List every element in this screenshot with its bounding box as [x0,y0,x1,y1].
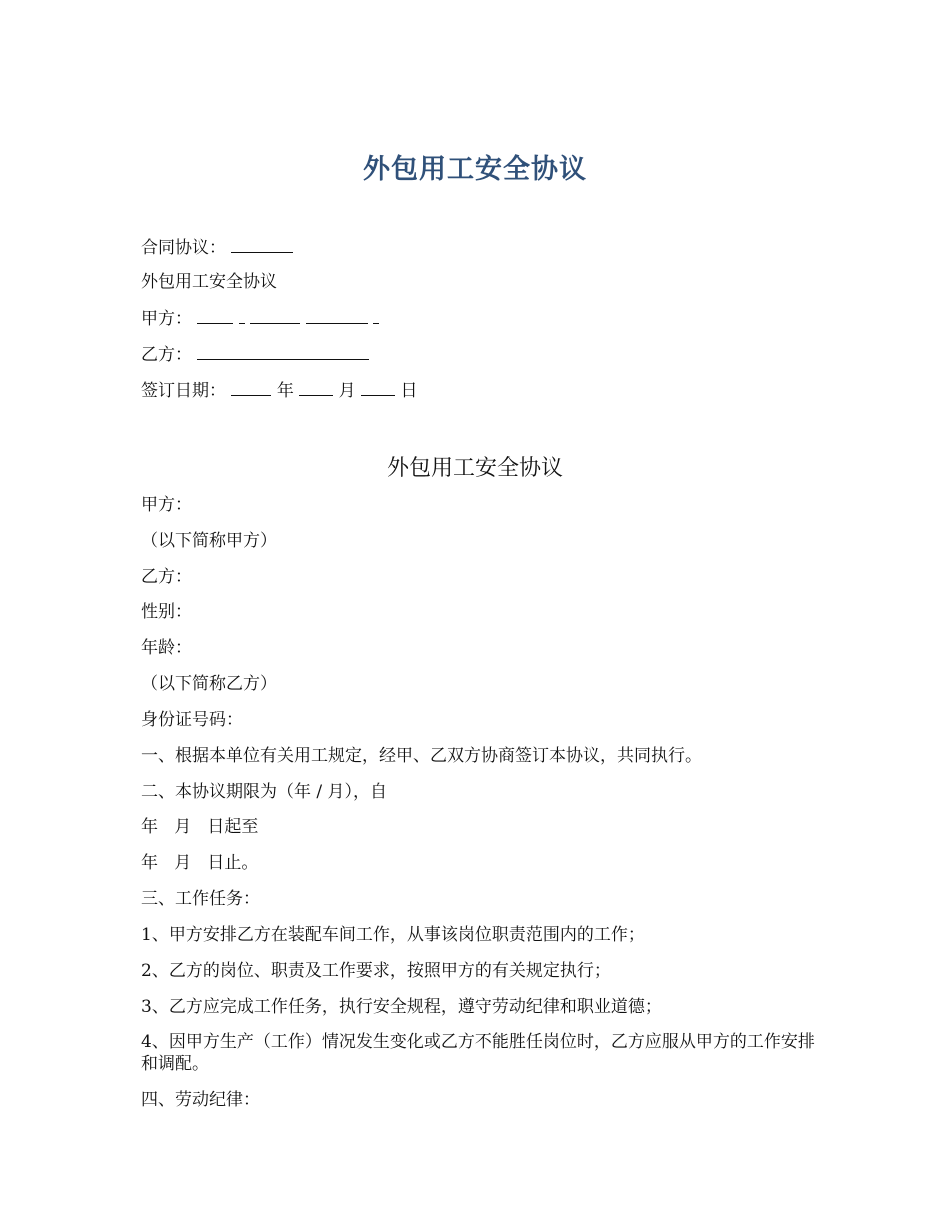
party-a-blank-5 [373,307,379,324]
contract-label: 合同协议： [141,238,226,258]
party-b-label: 乙方： [141,345,192,365]
body-line: 一、根据本单位有关用工规定，经甲、乙双方协商签订本协议，共同执行。 [141,746,702,766]
body-line: 年 月 日起至 [141,817,259,837]
body-line: 1、甲方安排乙方在装配车间工作，从事该岗位职责范围内的工作； [141,925,645,945]
body-line: 2、乙方的岗位、职责及工作要求，按照甲方的有关规定执行； [141,961,611,981]
contract-line [141,236,293,259]
contract-blank [231,236,293,253]
sign-month-label: 月 [338,381,356,401]
body-line: 性别： [141,602,192,622]
party-a-label: 甲方： [141,309,192,329]
sign-year-label: 年 [276,381,294,401]
sign-month-blank [299,379,333,396]
party-b-line [141,343,369,366]
party-a-line [141,307,379,330]
section-heading: 四、劳动纪律： [141,1090,260,1110]
body-line: 三、工作任务： [141,889,260,909]
body-line: 二、本协议期限为（年 / 月），自 [141,782,388,802]
body-line: （以下简称甲方） [141,531,277,551]
party-a-blank-2 [239,307,245,324]
body-paragraph-4: 4、因甲方生产（工作）情况发生变化或乙方不能胜任岗位时，乙方应服从甲方的工作安排和调配。 [141,1032,815,1074]
party-a-blank-4 [306,307,368,324]
body-line: 年龄： [141,638,192,658]
subject-line: 外包用工安全协议 [141,272,277,292]
body-line: 年 月 日止。 [141,853,259,873]
party-a-blank-3 [250,307,300,324]
body-line: 乙方： [141,567,192,587]
sign-day-label: 日 [400,381,418,401]
sign-year-blank [231,379,271,396]
body-title: 外包用工安全协议 [386,456,563,481]
sign-date-label: 签订日期： [141,381,226,401]
sign-date-line [141,379,417,402]
body-line: 身份证号码： [141,710,243,730]
body-line: （以下简称乙方） [141,674,277,694]
party-a-blank-1 [197,307,233,324]
body-line: 3、乙方应完成工作任务，执行安全规程，遵守劳动纪律和职业道德； [141,997,662,1017]
body-line: 甲方： [141,495,192,515]
document-title: 外包用工安全协议 [363,154,587,185]
party-b-blank [197,343,369,360]
sign-day-blank [361,379,395,396]
